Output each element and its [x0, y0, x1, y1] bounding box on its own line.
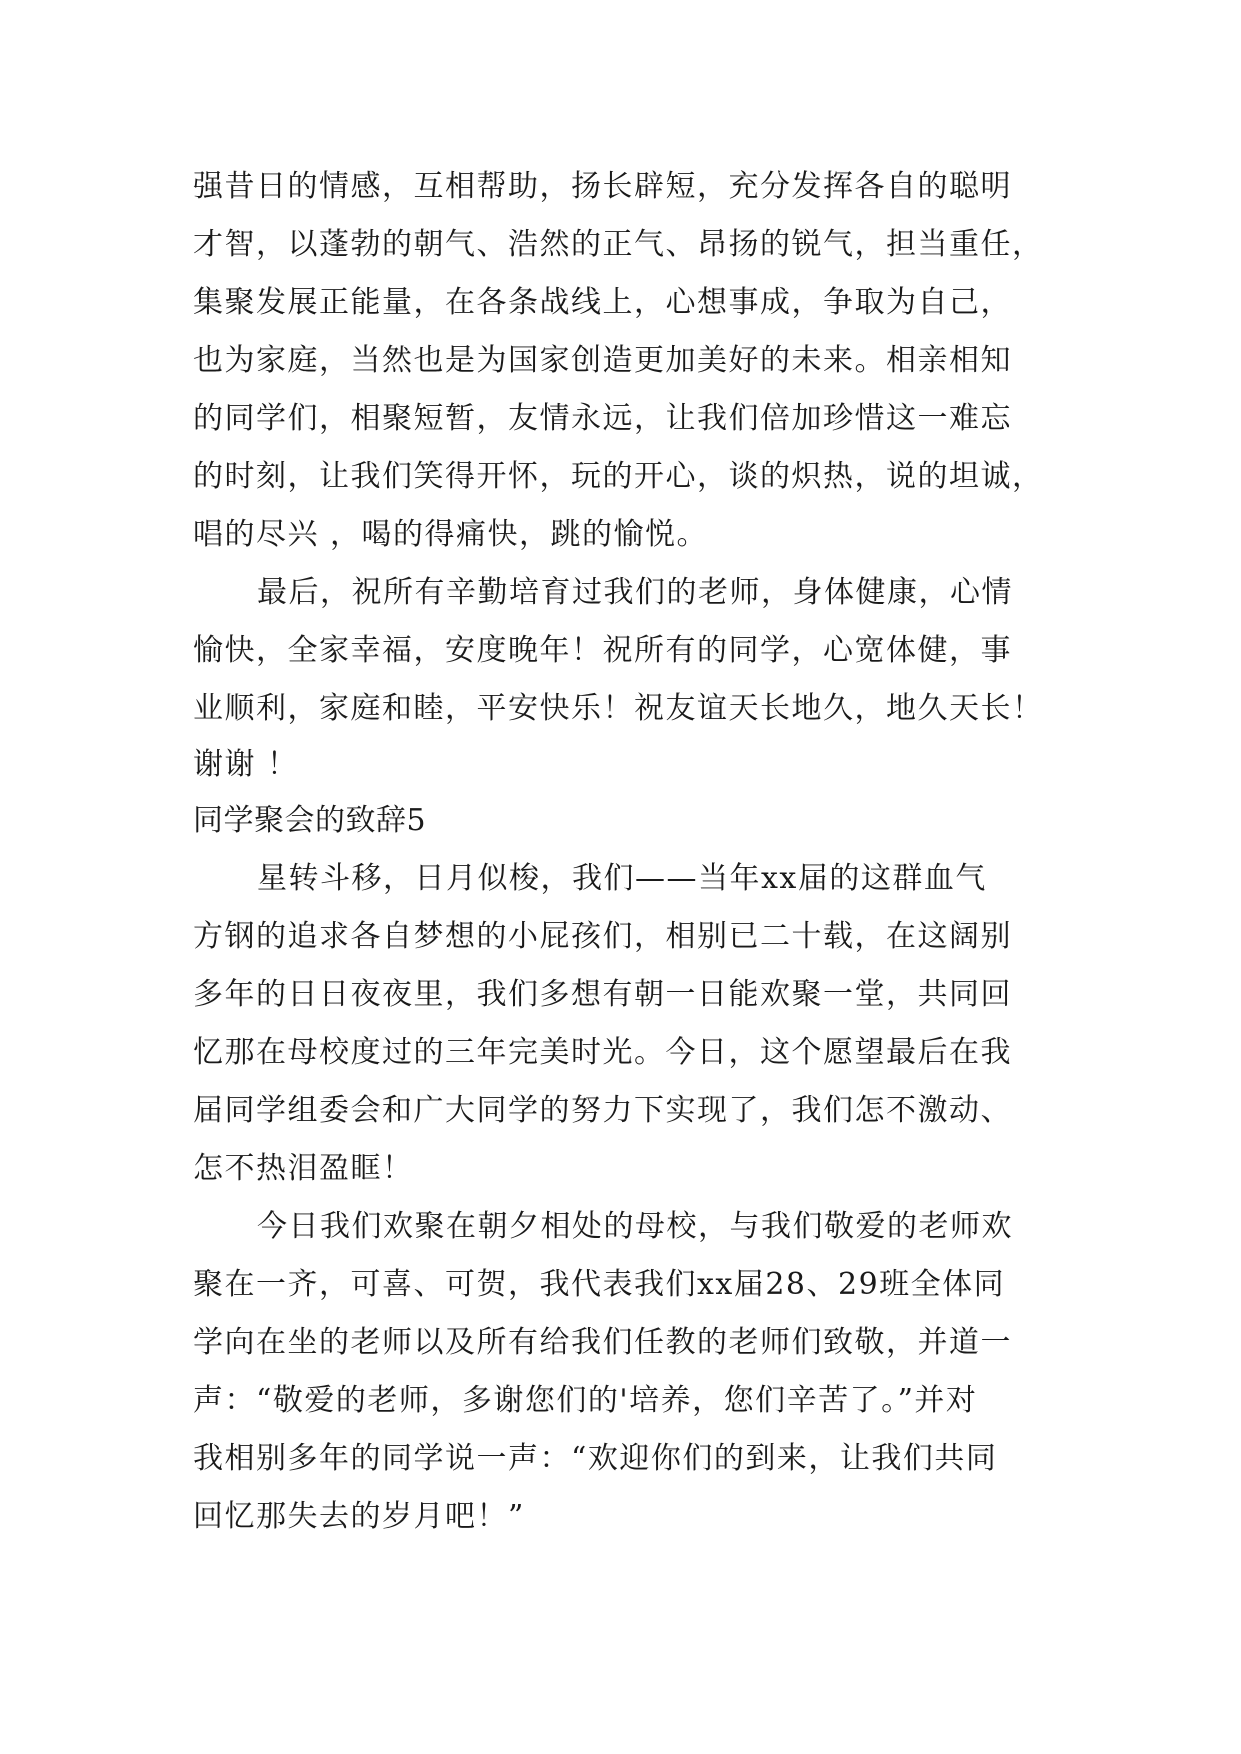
paragraph-line: 我相别多年的同学说一声：“欢迎你们的到来，让我们共同	[193, 1441, 998, 1476]
paragraph-line: 业顺利，家庭和睦，平安快乐！祝友谊天长地久，地久天长！	[193, 691, 1044, 726]
paragraph-line: 多年的日日夜夜里，我们多想有朝一日能欢聚一堂，共同回	[193, 977, 1012, 1012]
paragraph-line: 最后，祝所有辛勤培育过我们的老师，身体健康，心情	[257, 575, 1013, 610]
paragraph-line: 星转斗移，日月似梭，我们——当年xx届的这群血气	[257, 861, 987, 896]
paragraph-line: 回忆那失去的岁月吧！”	[193, 1499, 525, 1534]
paragraph-line: 届同学组委会和广大同学的努力下实现了，我们怎不激动、	[193, 1093, 1012, 1128]
paragraph-line: 方钢的追求各自梦想的小屁孩们，相别已二十载，在这阔别	[193, 919, 1012, 954]
paragraph-line: 的同学们，相聚短暂，友情永远，让我们倍加珍惜这一难忘	[193, 401, 1012, 436]
paragraph-line: 学向在坐的老师以及所有给我们任教的老师们致敬，并道一	[193, 1325, 1012, 1360]
section-heading: 同学聚会的致辞5	[193, 803, 427, 838]
paragraph-line: 强昔日的情感，互相帮助，扬长辟短，充分发挥各自的聪明	[193, 169, 1012, 204]
paragraph-line: 愉快，全家幸福，安度晚年！祝所有的同学，心宽体健，事	[193, 633, 1012, 668]
paragraph-line: 聚在一齐，可喜、可贺，我代表我们xx届28、29班全体同	[193, 1267, 1006, 1302]
paragraph-line: 谢谢 ！	[193, 747, 299, 782]
paragraph-line: 怎不热泪盈眶！	[193, 1151, 414, 1186]
paragraph-line: 唱的尽兴 ，喝的得痛快，跳的愉悦。	[193, 517, 709, 552]
paragraph-line: 忆那在母校度过的三年完美时光。今日，这个愿望最后在我	[193, 1035, 1012, 1070]
paragraph-line: 声：“敬爱的老师，多谢您们的'培养，您们辛苦了。”并对	[193, 1383, 978, 1418]
paragraph-line: 的时刻，让我们笑得开怀，玩的开心，谈的炽热，说的坦诚，	[193, 459, 1044, 494]
paragraph-line: 也为家庭，当然也是为国家创造更加美好的未来。相亲相知	[193, 343, 1012, 378]
paragraph-line: 才智，以蓬勃的朝气、浩然的正气、昂扬的锐气，担当重任，	[193, 227, 1044, 262]
paragraph-line: 集聚发展正能量，在各条战线上，心想事成，争取为自己，	[193, 285, 1012, 320]
paragraph-line: 今日我们欢聚在朝夕相处的母校，与我们敬爱的老师欢	[257, 1209, 1013, 1244]
